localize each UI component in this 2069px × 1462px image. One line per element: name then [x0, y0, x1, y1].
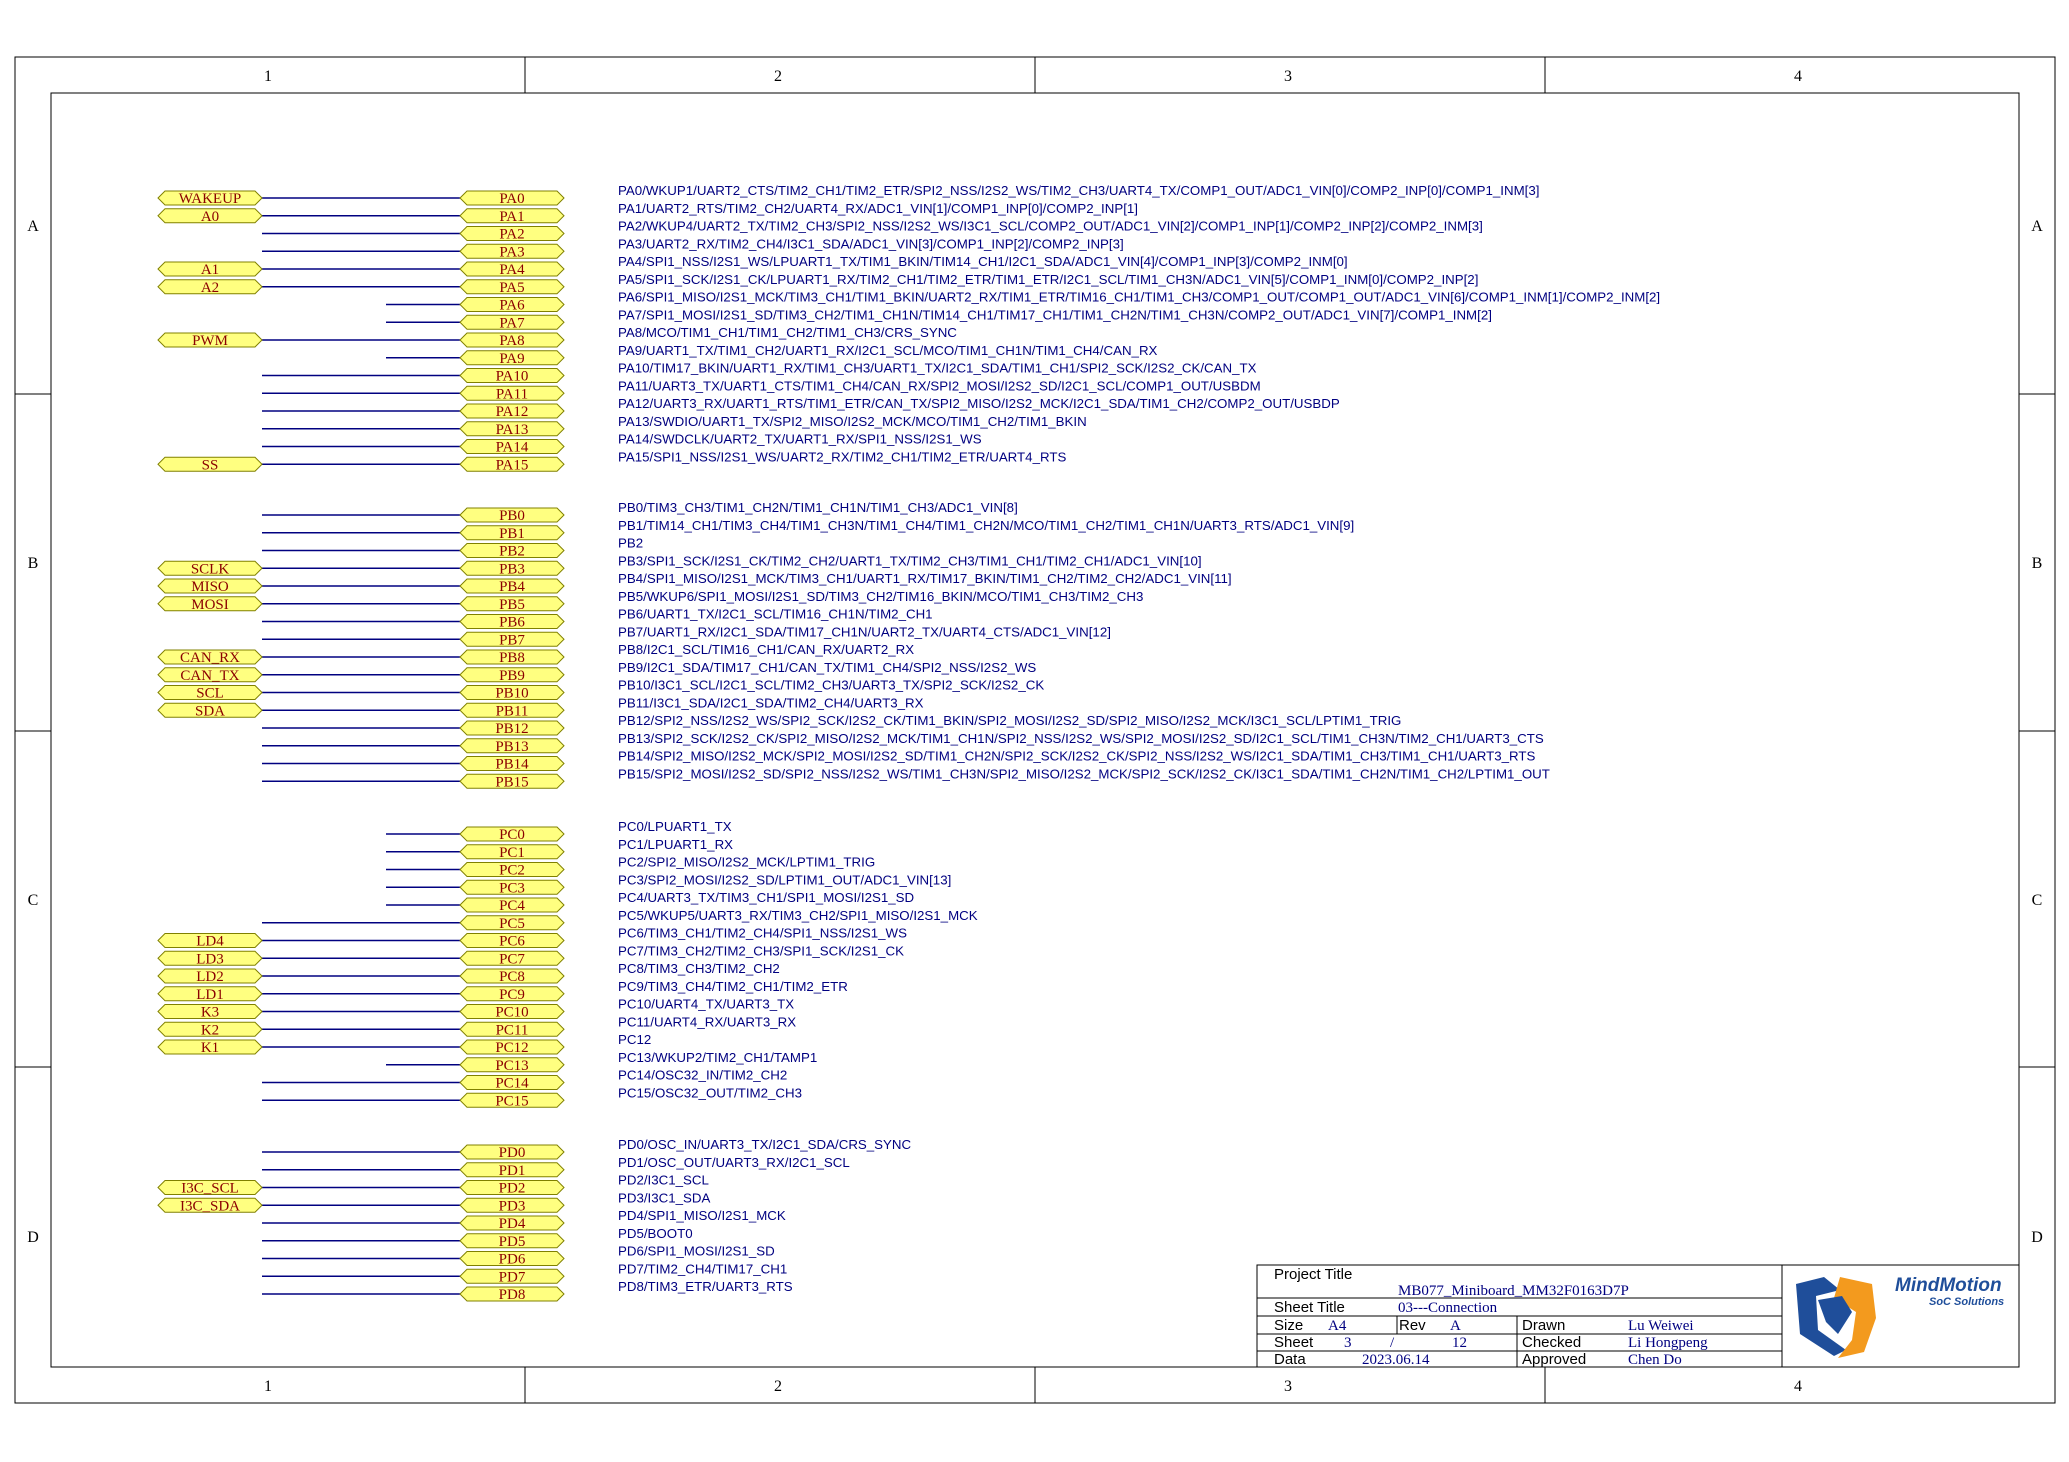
pin-function-text: PC0/LPUART1_TX — [618, 819, 732, 834]
pin-label: PA7 — [499, 315, 525, 332]
pin-label: PD3 — [498, 1198, 526, 1215]
pin-label: PC10 — [495, 1004, 529, 1021]
pin-label: PC12 — [495, 1040, 529, 1056]
pin-function-text: PB12/SPI2_NSS/I2S2_WS/SPI2_SCK/I2S2_CK/TIM1_BKIN/SPI2_MOSI/I2S2_SD/SPI2_MISO/I2S2_MCK/I3C1_SCL/LPTIM1_TRIG — [618, 713, 1402, 728]
project-title-label: Project Title — [1274, 1266, 1353, 1283]
pin-label: PA9 — [499, 350, 525, 367]
pin-label: PB7 — [499, 632, 525, 649]
pin-label: PC3 — [499, 880, 525, 897]
net-label: K2 — [200, 1022, 220, 1039]
pin-row-pb2 — [262, 536, 643, 560]
pin-function-text: PC12 — [618, 1032, 652, 1047]
pin-function-text: PC10/UART4_TX/UART3_TX — [618, 996, 795, 1012]
approved-label: Approved — [1522, 1351, 1587, 1368]
pin-label: PB11 — [495, 703, 529, 720]
pin-label: PA12 — [495, 404, 529, 420]
sheet-label: Sheet — [1274, 1334, 1314, 1351]
pin-group-pc — [158, 819, 978, 1109]
pin-label: PA14 — [495, 439, 529, 456]
pin-label: PC9 — [499, 986, 525, 1003]
zone-col-top-1: 1 — [264, 68, 272, 85]
pin-function-text: PA7/SPI1_MOSI/I2S1_SD/TIM3_CH2/TIM1_CH1N/TIM14_CH1/TIM17_CH1/TIM1_CH2N/TIM1_CH3N/COMP2_OUT/ADC1_VIN[7]/COMP1_INM[2] — [618, 307, 1492, 323]
pin-function-text: PB15/SPI2_MOSI/I2S2_SD/SPI2_NSS/I2S2_WS/TIM1_CH3N/SPI2_MISO/I2S2_MCK/SPI2_SCK/I2S2_CK/I3C1_SDA/TIM1_CH2N/TIM1_CH2/LPTIM1_OUT — [618, 766, 1550, 782]
pin-label: PA6 — [499, 297, 525, 314]
pin-label: PC13 — [495, 1057, 529, 1074]
net-label: WAKEUP — [178, 191, 242, 207]
pin-label: PA2 — [499, 226, 525, 243]
pin-label: PC11 — [495, 1022, 529, 1039]
pin-label: PD7 — [498, 1269, 526, 1286]
pin-function-text: PA5/SPI1_SCK/I2S1_CK/LPUART1_RX/TIM2_CH1/TIM2_ETR/TIM1_ETR/I2C1_SCL/TIM1_CH3N/ADC1_VIN[5]/COMP1_INM[0]/COMP2_INP[2] — [618, 271, 1479, 287]
pin-function-text: PA8/MCO/TIM1_CH1/TIM1_CH2/TIM1_CH3/CRS_SYNC — [618, 325, 957, 340]
pin-function-text: PA3/UART2_RX/TIM2_CH4/I3C1_SDA/ADC1_VIN[3]/COMP1_INP[2]/COMP2_INP[3] — [618, 236, 1124, 252]
mindmotion-logo — [1796, 1275, 2004, 1358]
pin-function-text: PD6/SPI1_MOSI/I2S1_SD — [618, 1243, 775, 1259]
pin-label: PA13 — [495, 421, 529, 438]
pin-label: PB3 — [499, 561, 525, 578]
pin-function-text: PA2/WKUP4/UART2_TX/TIM2_CH3/SPI2_NSS/I2S2_WS/I3C1_SCL/COMP2_OUT/ADC1_VIN[2]/COMP1_INP[1]/COMP2_INP[2]/COMP2_INM[3] — [618, 218, 1483, 234]
size-value: A4 — [1328, 1318, 1347, 1334]
net-label: A2 — [200, 279, 220, 296]
pin-function-text: PA13/SWDIO/UART1_TX/SPI2_MISO/I2S2_MCK/MCO/TIM1_CH2/TIM1_BKIN — [618, 413, 1087, 429]
pin-function-text: PC1/LPUART1_RX — [618, 836, 734, 852]
pin-label: PD4 — [498, 1216, 526, 1232]
pin-label: PA4 — [499, 262, 525, 278]
zone-col-top-4: 4 — [1794, 68, 1802, 85]
pin-label: PA1 — [499, 208, 525, 225]
pin-label: PC2 — [499, 862, 525, 879]
sheet-title-value: 03---Connection — [1398, 1300, 1498, 1316]
zone-col-top-3: 3 — [1284, 68, 1292, 85]
pin-label: PC8 — [499, 969, 525, 985]
pin-function-text: PB0/TIM3_CH3/TIM1_CH2N/TIM1_CH1N/TIM1_CH3/ADC1_VIN[8] — [618, 500, 1018, 515]
pin-label: PD8 — [498, 1287, 526, 1303]
size-label: Size — [1274, 1317, 1304, 1334]
drawn-label: Drawn — [1522, 1317, 1566, 1334]
logo-mark-icon — [1796, 1277, 1876, 1358]
net-label: CAN_TX — [180, 667, 240, 684]
pin-function-text: PD4/SPI1_MISO/I2S1_MCK — [618, 1208, 786, 1223]
approved-value: Chen Do — [1628, 1352, 1682, 1368]
pin-function-text: PA12/UART3_RX/UART1_RTS/TIM1_ETR/CAN_TX/SPI2_MISO/I2S2_MCK/I2C1_SDA/TIM1_CH2/COMP2_OUT/USBDP — [618, 396, 1340, 411]
zone-row-left-b: B — [27, 555, 39, 572]
net-label: SCLK — [190, 561, 230, 578]
checked-value: Li Hongpeng — [1628, 1335, 1708, 1351]
pin-label: PB0 — [499, 508, 525, 524]
data-label: Data — [1274, 1351, 1306, 1368]
pin-function-text: PC13/WKUP2/TIM2_CH1/TAMP1 — [618, 1049, 818, 1065]
pin-label: PA0 — [499, 191, 525, 207]
pin-function-text: PB10/I3C1_SCL/I2C1_SCL/TIM2_CH3/UART3_TX/SPI2_SCK/I2S2_CK — [618, 677, 1045, 693]
pin-function-text: PA0/WKUP1/UART2_CTS/TIM2_CH1/TIM2_ETR/SPI2_NSS/I2S2_WS/TIM2_CH3/UART4_TX/COMP1_OUT/ADC1_VIN[0]/COMP2_INP[0]/COMP1_INM[3] — [618, 183, 1540, 198]
pin-function-text: PD5/BOOT0 — [618, 1225, 693, 1241]
drawn-value: Lu Weiwei — [1628, 1318, 1694, 1334]
net-label: LD1 — [196, 986, 224, 1003]
pin-function-text: PD7/TIM2_CH4/TIM17_CH1 — [618, 1261, 788, 1277]
sheet-separator: / — [1390, 1335, 1395, 1351]
pin-label: PD5 — [498, 1233, 526, 1250]
net-label: I3C_SDA — [179, 1198, 241, 1215]
zone-row-right-a: A — [2031, 218, 2043, 235]
pin-label: PC0 — [499, 827, 525, 843]
pin-label: PA5 — [499, 279, 525, 296]
pin-label: PC7 — [499, 951, 525, 968]
pin-label: PB15 — [495, 774, 529, 791]
net-label: PWM — [192, 333, 228, 349]
sheet-total: 12 — [1452, 1335, 1467, 1351]
pin-function-text: PC5/WKUP5/UART3_RX/TIM3_CH2/SPI1_MISO/I2S1_MCK — [618, 907, 978, 923]
net-label: SS — [201, 457, 219, 474]
pin-function-text: PB5/WKUP6/SPI1_MOSI/I2S1_SD/TIM3_CH2/TIM16_BKIN/MCO/TIM1_CH3/TIM2_CH3 — [618, 588, 1144, 604]
net-label: SDA — [194, 703, 226, 720]
pin-function-text: PA14/SWDCLK/UART2_TX/UART1_RX/SPI1_NSS/I2S1_WS — [618, 431, 982, 447]
pin-label: PB13 — [495, 738, 529, 755]
pin-function-text: PA9/UART1_TX/TIM1_CH2/UART1_RX/I2C1_SCL/MCO/TIM1_CH1N/TIM1_CH4/CAN_RX — [618, 342, 1158, 358]
pin-function-text: PC3/SPI2_MOSI/I2S2_SD/LPTIM1_OUT/ADC1_VIN[13] — [618, 872, 952, 888]
pin-label: PB8 — [499, 650, 525, 666]
pin-function-text: PA6/SPI1_MISO/I2S1_MCK/TIM3_CH1/TIM1_BKIN/UART2_RX/TIM1_ETR/TIM16_CH1/TIM1_CH3/COMP1_OUT/COMP1_OUT/ADC1_VIN[6]/COMP1_INM[1]/COMP2_INM[2] — [618, 289, 1661, 305]
pin-label: PD1 — [498, 1162, 526, 1179]
zone-col-top-2: 2 — [774, 68, 782, 85]
pin-group-pa — [158, 183, 1660, 473]
net-label: LD4 — [196, 933, 224, 950]
pin-label: PC6 — [499, 933, 525, 950]
pin-function-text: PB6/UART1_TX/I2C1_SCL/TIM16_CH1N/TIM2_CH1 — [618, 606, 933, 622]
pin-function-text: PB7/UART1_RX/I2C1_SDA/TIM17_CH1N/UART2_TX/UART4_CTS/ADC1_VIN[12] — [618, 624, 1111, 640]
net-label: MOSI — [191, 596, 229, 613]
pin-label: PC4 — [499, 898, 525, 914]
pin-label: PB9 — [499, 667, 525, 684]
pin-function-text: PC15/OSC32_OUT/TIM2_CH3 — [618, 1085, 803, 1101]
pin-label: PB1 — [499, 525, 525, 542]
pin-group-pd — [158, 1137, 912, 1303]
pin-function-text: PD1/OSC_OUT/UART3_RX/I2C1_SCL — [618, 1154, 850, 1170]
sheet-number: 3 — [1344, 1335, 1352, 1351]
zone-row-left-d: D — [27, 1229, 39, 1246]
pin-label: PB10 — [495, 685, 529, 702]
date-value: 2023.06.14 — [1362, 1352, 1430, 1368]
pin-function-text: PA15/SPI1_NSS/I2S1_WS/UART2_RX/TIM2_CH1/TIM2_ETR/UART4_RTS — [618, 449, 1067, 465]
pin-function-text: PA10/TIM17_BKIN/UART1_RX/TIM1_CH3/UART1_TX/I2C1_SDA/TIM1_CH1/SPI2_SCK/I2S2_CK/CAN_TX — [618, 360, 1257, 376]
net-label: K1 — [200, 1040, 220, 1056]
pin-label: PB5 — [499, 596, 525, 613]
pin-label: PD2 — [498, 1180, 526, 1197]
zone-row-left-c: C — [27, 892, 39, 909]
pin-label: PA8 — [499, 333, 525, 349]
pin-function-text: PC7/TIM3_CH2/TIM2_CH3/SPI1_SCK/I2S1_CK — [618, 943, 904, 959]
pin-function-text: PC4/UART3_TX/TIM3_CH1/SPI1_MOSI/I2S1_SD — [618, 890, 915, 905]
pin-function-text: PB2 — [618, 535, 644, 551]
pin-group-pb — [158, 500, 1550, 790]
pin-label: PD6 — [498, 1251, 526, 1268]
pin-label: PB12 — [495, 721, 529, 737]
pin-function-text: PC6/TIM3_CH1/TIM2_CH4/SPI1_NSS/I2S1_WS — [618, 925, 907, 941]
pin-label: PD0 — [498, 1145, 526, 1161]
project-title-value: MB077_Miniboard_MM32F0163D7P — [1398, 1283, 1629, 1299]
zone-col-bottom-4: 4 — [1794, 1378, 1802, 1395]
pin-function-text: PC8/TIM3_CH3/TIM2_CH2 — [618, 961, 780, 976]
pin-function-text: PD0/OSC_IN/UART3_TX/I2C1_SDA/CRS_SYNC — [618, 1137, 912, 1152]
pin-function-text: PB8/I2C1_SCL/TIM16_CH1/CAN_RX/UART2_RX — [618, 642, 915, 657]
pin-function-text: PA11/UART3_TX/UART1_CTS/TIM1_CH4/CAN_RX/SPI2_MOSI/I2S2_SD/I2C1_SCL/COMP1_OUT/USBDM — [618, 378, 1261, 394]
rev-label: Rev — [1399, 1317, 1426, 1334]
pin-label: PC5 — [499, 915, 525, 932]
checked-label: Checked — [1522, 1334, 1582, 1351]
pin-function-text: PB1/TIM14_CH1/TIM3_CH4/TIM1_CH3N/TIM1_CH4/TIM1_CH2N/MCO/TIM1_CH2/TIM1_CH1N/UART3_RTS/ADC1_VIN[9] — [618, 517, 1355, 533]
pin-function-text: PD8/TIM3_ETR/UART3_RTS — [618, 1279, 793, 1294]
pin-label: PA15 — [495, 457, 529, 474]
net-label: MISO — [191, 579, 229, 595]
net-label: LD3 — [196, 951, 224, 968]
pin-function-text: PA1/UART2_RTS/TIM2_CH2/UART4_RX/ADC1_VIN[1]/COMP1_INP[0]/COMP2_INP[1] — [618, 200, 1138, 216]
pin-function-text: PB4/SPI1_MISO/I2S1_MCK/TIM3_CH1/UART1_RX/TIM17_BKIN/TIM1_CH2/TIM2_CH2/ADC1_VIN[11] — [618, 571, 1232, 586]
pin-label: PC14 — [495, 1075, 529, 1092]
pin-function-text: PB11/I3C1_SDA/I2C1_SDA/TIM2_CH4/UART3_RX — [618, 695, 924, 711]
pin-row-pb15 — [262, 766, 1550, 790]
pin-function-text: PB3/SPI1_SCK/I2S1_CK/TIM2_CH2/UART1_TX/TIM2_CH3/TIM1_CH1/TIM2_CH1/ADC1_VIN[10] — [618, 553, 1202, 569]
pin-function-text: PB9/I2C1_SDA/TIM17_CH1/CAN_TX/TIM1_CH4/SPI2_NSS/I2S2_WS — [618, 659, 1037, 675]
net-label: A0 — [200, 208, 220, 225]
pin-function-text: PC11/UART4_RX/UART3_RX — [618, 1014, 797, 1030]
pin-function-text: PA4/SPI1_NSS/I2S1_WS/LPUART1_TX/TIM1_BKIN/TIM14_CH1/I2C1_SDA/ADC1_VIN[4]/COMP1_INP[3]/COMP2_INM[0] — [618, 254, 1348, 269]
zone-row-right-d: D — [2031, 1229, 2043, 1246]
pin-function-text: PB13/SPI2_SCK/I2S2_CK/SPI2_MISO/I2S2_MCK/TIM1_CH1N/SPI2_NSS/I2S2_WS/SPI2_MOSI/I2S2_SD/I2C1_SCL/TIM1_CH3N/TIM2_CH1/UART3_CTS — [618, 730, 1544, 746]
pin-label: PA11 — [495, 386, 529, 403]
sheet-title-label: Sheet Title — [1274, 1299, 1345, 1316]
zone-col-bottom-1: 1 — [264, 1378, 272, 1395]
pin-label: PB6 — [499, 614, 525, 631]
net-label: LD2 — [196, 969, 224, 985]
pin-label: PB14 — [495, 756, 529, 773]
logo-wordmark: MindMotion — [1895, 1275, 2002, 1296]
pin-label: PA10 — [495, 368, 529, 385]
pin-function-text: PC9/TIM3_CH4/TIM2_CH1/TIM2_ETR — [618, 978, 848, 994]
pin-row-pa15 — [158, 449, 1066, 473]
zone-row-left-a: A — [27, 218, 39, 235]
pin-row-pb1 — [262, 518, 1354, 542]
pin-label: PA3 — [499, 244, 525, 261]
zone-col-bottom-2: 2 — [774, 1378, 782, 1395]
rev-value: A — [1450, 1318, 1461, 1334]
zone-col-bottom-3: 3 — [1284, 1378, 1292, 1395]
net-label: A1 — [200, 262, 220, 278]
net-label: I3C_SCL — [181, 1180, 239, 1197]
net-label: SCL — [196, 685, 224, 702]
pin-groups — [158, 183, 1660, 1303]
pin-label: PB4 — [499, 579, 525, 595]
zone-row-right-c: C — [2031, 892, 2043, 909]
pin-function-text: PD2/I3C1_SCL — [618, 1172, 709, 1188]
net-label: K3 — [200, 1004, 220, 1021]
pin-function-text: PC2/SPI2_MISO/I2S2_MCK/LPTIM1_TRIG — [618, 854, 876, 870]
pin-label: PB2 — [499, 543, 525, 560]
pin-label: PC1 — [499, 844, 525, 861]
pin-function-text: PC14/OSC32_IN/TIM2_CH2 — [618, 1067, 788, 1083]
pin-label: PC15 — [495, 1093, 529, 1110]
logo-tagline: SoC Solutions — [1929, 1296, 2005, 1308]
pin-function-text: PD3/I3C1_SDA — [618, 1190, 711, 1206]
zone-row-right-b: B — [2031, 555, 2043, 572]
pin-function-text: PB14/SPI2_MISO/I2S2_MCK/SPI2_MOSI/I2S2_SD/TIM1_CH2N/SPI2_SCK/I2S2_CK/SPI2_NSS/I2S2_WS/I2C1_SDA/TIM1_CH3/TIM1_CH1/UART3_RTS — [618, 748, 1536, 764]
net-label: CAN_RX — [179, 650, 241, 666]
